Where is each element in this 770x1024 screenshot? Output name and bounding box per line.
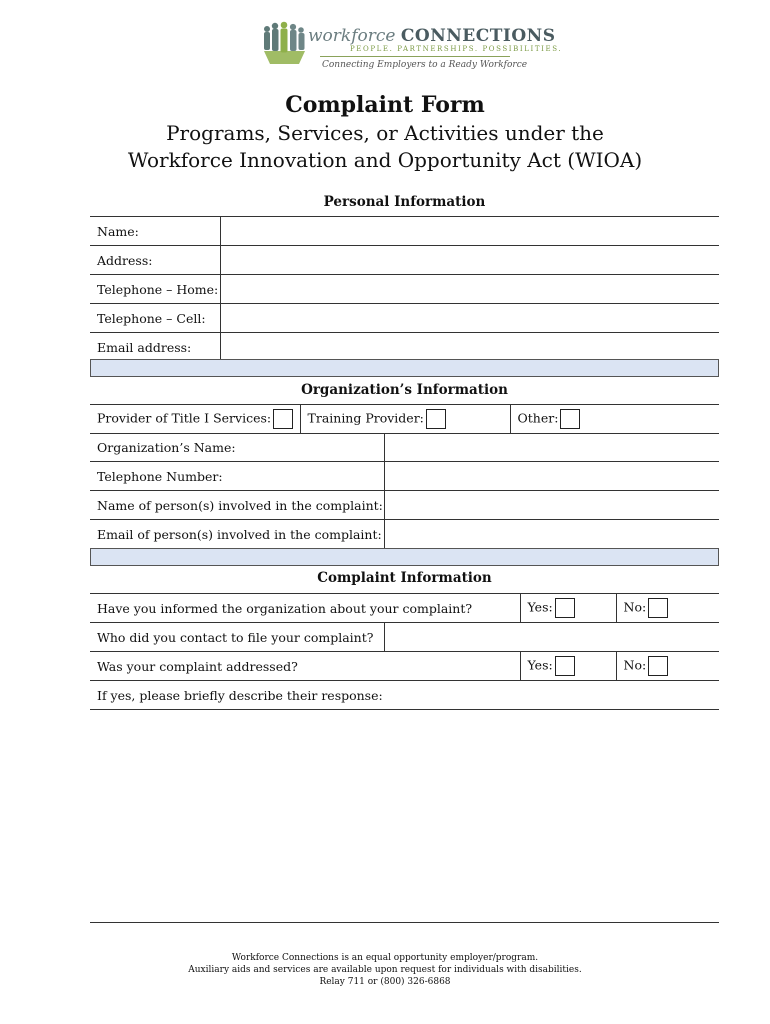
table-row <box>90 594 719 623</box>
table-row <box>90 433 719 462</box>
informed-no-cell <box>616 594 719 623</box>
other-label: Other: <box>517 410 559 426</box>
table-row <box>90 623 719 652</box>
table-row <box>90 217 719 246</box>
table-row <box>90 304 719 333</box>
table-row <box>90 275 719 304</box>
logo-divider <box>320 56 510 57</box>
complaint-info-table <box>90 593 719 710</box>
provider-title-i-label: Provider of Title I Services: <box>97 410 272 426</box>
logo-subline: Connecting Employers to a Ready Workforce <box>322 60 528 70</box>
persons-involved-email-field[interactable] <box>384 520 719 549</box>
name-field[interactable] <box>220 217 719 246</box>
persons-involved-name-field[interactable] <box>384 491 719 520</box>
informed-yes-label: Yes: <box>527 599 553 615</box>
response-text-area[interactable] <box>90 708 719 918</box>
addressed-no-checkbox[interactable] <box>648 656 668 676</box>
table-row <box>90 462 719 491</box>
addressed-yes-cell <box>520 652 616 681</box>
footer-divider <box>90 922 719 923</box>
complaint-info-heading: Complaint Information <box>317 570 492 586</box>
telephone-home-field[interactable] <box>220 275 719 304</box>
section-divider-bar <box>90 548 719 566</box>
table-row <box>90 491 719 520</box>
footer-aids-line: Auxiliary aids and services are available upon request for individuals with disabilities. <box>188 965 582 975</box>
persons-involved-name-label: Name of person(s) involved in the complaint: <box>90 491 384 520</box>
contact-question: Who did you contact to file your complaint? <box>90 623 384 652</box>
provider-title-i-cell <box>90 405 300 434</box>
email-address-field[interactable] <box>220 333 719 362</box>
organization-info-heading: Organization’s Information <box>301 382 508 398</box>
footer-relay-line: Relay 711 or (800) 326-6868 <box>319 977 451 987</box>
telephone-cell-label: Telephone – Cell: <box>90 304 220 333</box>
people-silhouette-icon <box>262 20 308 64</box>
addressed-yes-label: Yes: <box>527 657 553 673</box>
addressed-question: Was your complaint addressed? <box>90 652 520 681</box>
logo-tagline: PEOPLE. PARTNERSHIPS. POSSIBILITIES. <box>350 45 563 53</box>
telephone-number-field[interactable] <box>384 462 719 491</box>
telephone-cell-field[interactable] <box>220 304 719 333</box>
form-subtitle-line2: Workforce Innovation and Opportunity Act (WIOA) <box>127 148 643 172</box>
training-provider-label: Training Provider: <box>307 410 424 426</box>
form-subtitle-line1: Programs, Services, or Activities under the <box>166 121 604 145</box>
table-row <box>90 652 719 681</box>
table-row <box>90 333 719 362</box>
training-provider-checkbox[interactable] <box>426 409 446 429</box>
name-label: Name: <box>90 217 220 246</box>
addressed-yes-checkbox[interactable] <box>555 656 575 676</box>
form-title: Complaint Form <box>285 92 485 118</box>
personal-info-heading: Personal Information <box>323 194 486 210</box>
informed-no-label: No: <box>623 599 647 615</box>
informed-no-checkbox[interactable] <box>648 598 668 618</box>
other-checkbox[interactable] <box>560 409 580 429</box>
informed-question: Have you informed the organization about your complaint? <box>90 594 520 623</box>
personal-info-table <box>90 216 719 362</box>
organization-name-field[interactable] <box>384 433 719 462</box>
addressed-no-cell <box>616 652 719 681</box>
organization-info-table <box>90 433 719 549</box>
informed-yes-cell <box>520 594 616 623</box>
table-row <box>90 520 719 549</box>
footer-eeo-line: Workforce Connections is an equal opportunity employer/program. <box>231 953 539 963</box>
table-row <box>90 246 719 275</box>
workforce-connections-logo <box>262 20 563 72</box>
provider-title-i-checkbox[interactable] <box>273 409 293 429</box>
informed-yes-checkbox[interactable] <box>555 598 575 618</box>
table-row <box>90 681 719 710</box>
provider-type-table <box>90 404 719 434</box>
telephone-number-label: Telephone Number: <box>90 462 384 491</box>
addressed-no-label: No: <box>623 657 647 673</box>
other-cell <box>510 405 719 434</box>
persons-involved-email-label: Email of person(s) involved in the complaint: <box>90 520 384 549</box>
training-provider-cell <box>300 405 510 434</box>
address-field[interactable] <box>220 246 719 275</box>
email-address-label: Email address: <box>90 333 220 362</box>
table-row <box>90 405 719 434</box>
contact-field[interactable] <box>384 623 719 652</box>
response-question: If yes, please briefly describe their response: <box>90 681 719 710</box>
telephone-home-label: Telephone – Home: <box>90 275 220 304</box>
section-divider-bar <box>90 359 719 377</box>
organization-name-label: Organization’s Name: <box>90 433 384 462</box>
address-label: Address: <box>90 246 220 275</box>
logo-wordmark: workforce CONNECTIONS <box>308 26 556 46</box>
